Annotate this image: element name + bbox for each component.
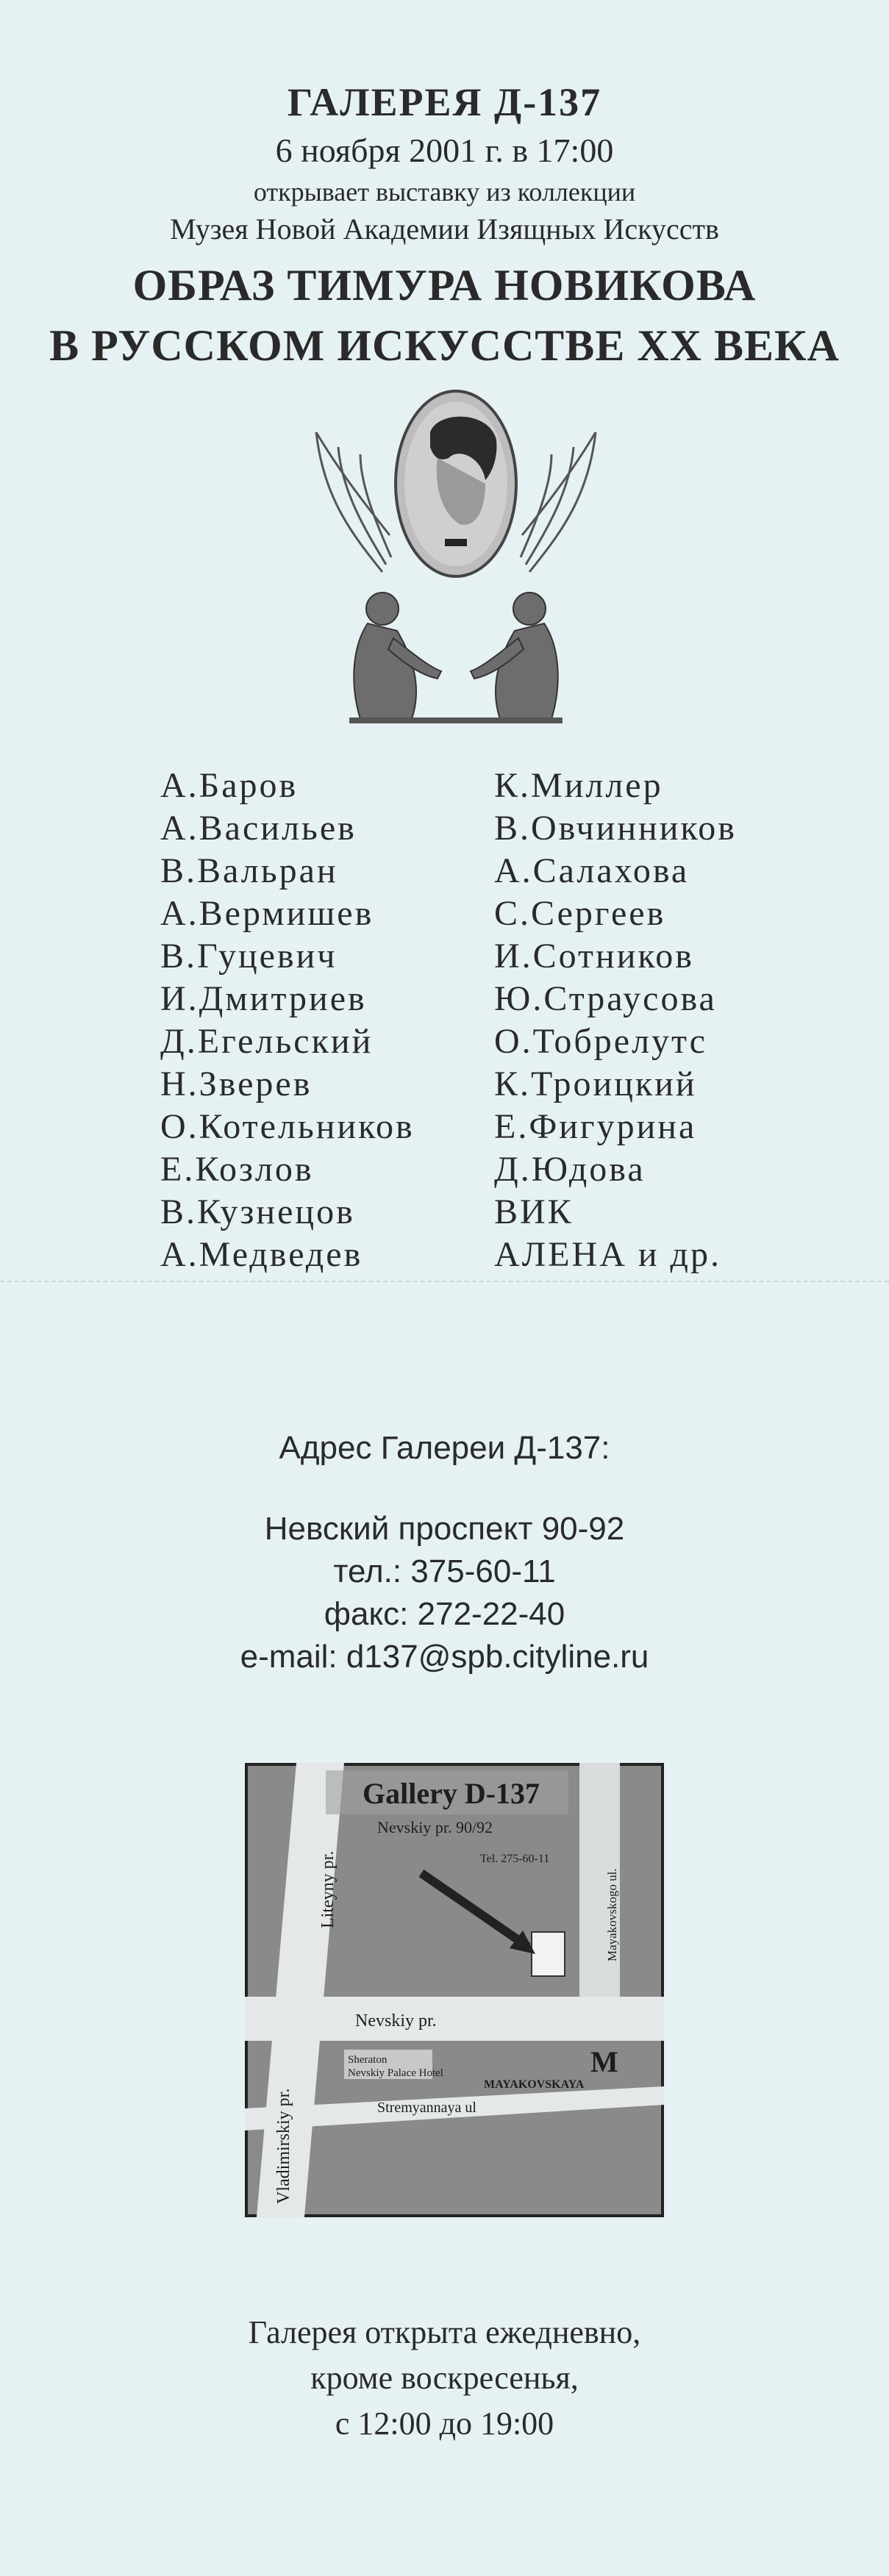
map-street-nevskiy: Nevskiy pr. xyxy=(355,2011,437,2031)
map-street-vladimirskiy: Vladimirskiy pr. xyxy=(274,2088,293,2204)
portrait-with-winged-angels-icon xyxy=(309,388,603,734)
map-street-liteyny: Liteyny pr. xyxy=(318,1850,338,1928)
location-map xyxy=(245,1763,664,2217)
artist-name: И.Дмитриев xyxy=(160,979,367,1018)
artist-name: И.Сотников xyxy=(494,937,694,976)
artist-name: А.Вермишев xyxy=(160,894,374,933)
artists-left-column xyxy=(160,765,415,1276)
artist-name: ВИК xyxy=(494,1192,574,1231)
hours-line1: Галерея открыта ежедневно, xyxy=(248,2314,641,2350)
artist-name: А.Салахова xyxy=(494,851,690,890)
exhibition-title-line1: ОБРАЗ ТИМУРА НОВИКОВА xyxy=(132,261,757,310)
fold-line xyxy=(0,1281,889,1282)
artist-name: Е.Козлов xyxy=(160,1150,314,1189)
gallery-name: ГАЛЕРЕЯ Д-137 xyxy=(287,80,602,124)
artist-name: К.Миллер xyxy=(494,766,663,805)
map-subtitle: Nevskiy pr. 90/92 xyxy=(377,1818,493,1836)
artist-name: АЛЕНА и др. xyxy=(494,1235,721,1274)
artist-name: К.Троицкий xyxy=(494,1065,697,1103)
museum-name: Музея Новой Академии Изящных Искусств xyxy=(170,212,719,246)
hours-line2: кроме воскресенья, xyxy=(310,2360,579,2396)
map-street-mayakovskogo: Mayakovskogo ul. xyxy=(605,1868,619,1961)
map-metro-label: MAYAKOVSKAYA xyxy=(484,2078,585,2091)
artist-name: О.Котельников xyxy=(160,1107,415,1146)
map-title: Gallery D-137 xyxy=(363,1777,540,1810)
artist-name: О.Тобрелутс xyxy=(494,1022,707,1061)
address-phone: тел.: 375-60-11 xyxy=(333,1553,556,1589)
address-fax: факс: 272-22-40 xyxy=(324,1596,565,1632)
opening-date: 6 ноября 2001 г. в 17:00 xyxy=(275,132,614,169)
address-street: Невский проспект 90-92 xyxy=(264,1511,625,1547)
artists-right-column xyxy=(494,765,737,1276)
artist-name: А.Баров xyxy=(160,766,299,805)
artist-name: А.Васильев xyxy=(160,809,357,848)
artist-name: Ю.Страусова xyxy=(494,979,717,1018)
artist-name: В.Гуцевич xyxy=(160,937,338,976)
hours-line3: с 12:00 до 19:00 xyxy=(335,2405,554,2441)
artist-name: В.Вальран xyxy=(160,851,338,890)
address-email: e-mail: d137@spb.cityline.ru xyxy=(240,1639,649,1675)
artist-name: В.Овчинников xyxy=(494,809,737,848)
address-label: Адрес Галереи Д-137: xyxy=(279,1430,610,1466)
opens-text: открывает выставку из коллекции xyxy=(253,177,636,207)
map-tel: Tel. 275-60-11 xyxy=(480,1853,550,1865)
artist-name: А.Медведев xyxy=(160,1235,363,1274)
artist-name: Д.Егельский xyxy=(160,1022,374,1061)
artist-name: В.Кузнецов xyxy=(160,1192,355,1231)
metro-icon: M xyxy=(590,2045,618,2078)
map-hotel-line2: Nevskiy Palace Hotel xyxy=(348,2067,443,2079)
artist-name: Д.Юдова xyxy=(494,1150,646,1189)
map-street-stremyannaya: Stremyannaya ul xyxy=(377,2100,476,2116)
map-hotel-line1: Sheraton xyxy=(348,2054,388,2066)
artist-name: Н.Зверев xyxy=(160,1065,313,1103)
artist-name: Е.Фигурина xyxy=(494,1107,697,1146)
artist-name: С.Сергеев xyxy=(494,894,666,933)
exhibition-title-line2: В РУССКОМ ИСКУССТВЕ XX ВЕКА xyxy=(49,321,840,370)
